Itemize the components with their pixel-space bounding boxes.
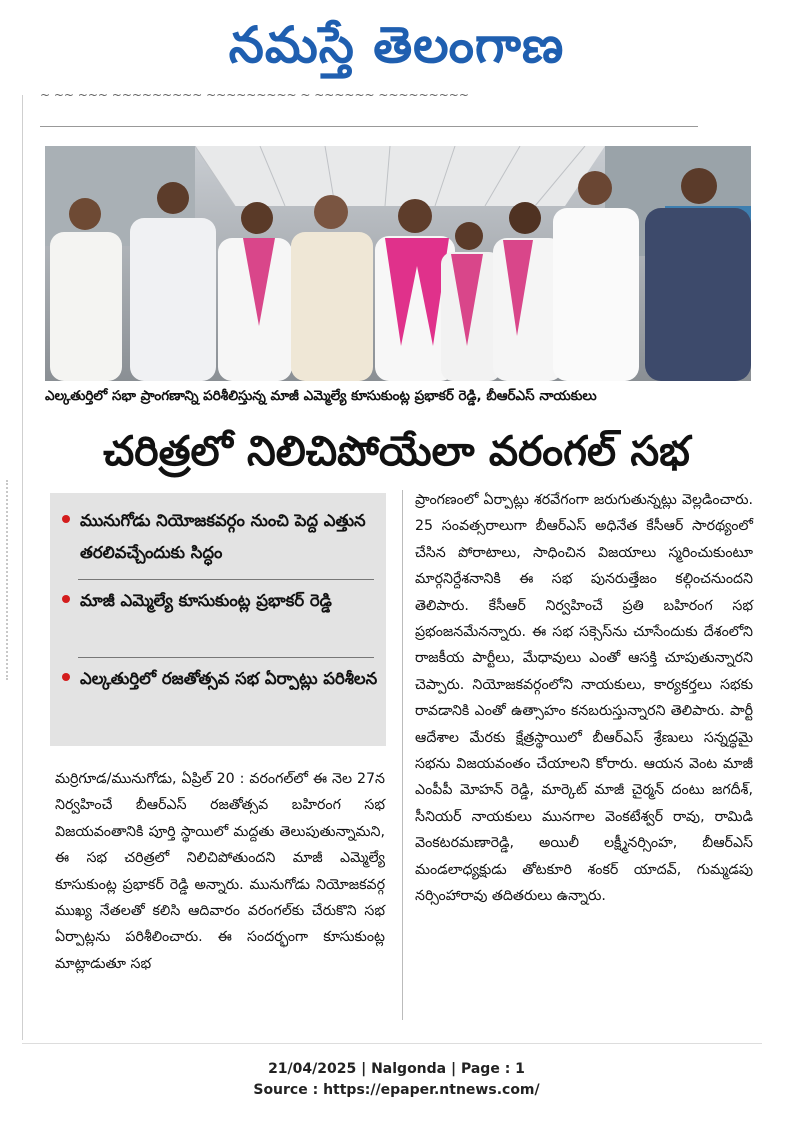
footer-source-line: Source : https://epaper.ntnews.com/: [253, 1082, 540, 1098]
left-margin-rule: [22, 95, 23, 1040]
article-body-left: మర్రిగూడ/మునుగోడు, ఏప్రిల్ 20 : వరంగల్‌లో ఈ నెల 27న నిర్వహించే బీఆర్ఎస్ రజతోత్సవ బహిరంగ సభ విజయవంతానికి పూర్తి స్థాయిలో మద్దతు తెలుపుతున్నామని, ఈ సభ చరిత్రలో నిలిచిపోతుందని మాజీ ఎమ్మెల్యే కూసుకుంట్ల ప్రభాకర్ రెడ్డి అన్నారు. మునుగోడు నియోజకవర్గ ముఖ్య నేతలతో కలిసి ఆదివారం వరంగల్‌కు చేరుకొని సభ ఏర్పాట్లను పరిశీలించారు. ఈ సందర్భంగా కూసుకుంట్ల మాట్లాడుతూ సభ: [55, 771, 385, 972]
section-rule: [40, 126, 698, 127]
bullet-icon: [62, 595, 70, 603]
cut-off-text-strip: ~ ~~ ~~~ ~~~~~~~~~ ~~~~~~~~~ ~ ~~~~~~ ~~~~~~~~~: [40, 88, 469, 102]
news-photo: [45, 146, 751, 381]
bullet-icon: [62, 673, 70, 681]
highlight-text: మునుగోడు నియోజకవర్గం నుంచి పెద్ద ఎత్తున తరలివచ్చేందుకు సిద్ధం: [80, 511, 366, 562]
article-body-right: ప్రాంగణంలో ఏర్పాట్లు శరవేగంగా జరుగుతున్నట్లు వెల్లడించారు. 25 సంవత్సరాలుగా బీఆర్ఎస్ అధినేత కేసీఆర్ సారథ్యంలో చేసిన పోరాటాలు, సాధించిన విజయాలు స్మరించుకుంటూ మార్గనిర్దేశనానికి ఈ సభ పునరుత్తేజం కల్గించనుందని తెలిపారు. కేసీఆర్ నిర్వహించే ప్రతి బహిరంగ సభ ప్రభంజనమేనన్నారు. ఈ సభ సక్సెస్‌ను చూసేందుకు దేశంలోని రాజకీయ పార్టీలు, మేధావులు ఎంతో ఆసక్తి చూపుతున్నారని చెప్పారు. నియోజకవర్గంలోని నాయకులు, కార్యకర్తలు సభకు రావడానికి ఎంతో ఉత్సాహం కనబరుస్తున్నారని తెలిపారు. పార్టీ ఆదేశాల మేరకు క్షేత్రస్థాయిలో బీఆర్ఎస్ శ్రేణులు సన్నద్ధమై సభను విజయవంతం చేయాలని కోరారు. ఆయన వెంట మాజీ ఎంపీపీ మోహన్ రెడ్డి, మార్కెట్ మాజీ చైర్మన్ దంటు జగదీశ్, సీనియర్ నాయకులు మునగాల వెంకటేశ్వర్ రావు, రామిడి వెంకటరమణారెడ్డి, అయిలీ లక్ష్మీనర్సింహ, బీఆర్ఎస్ మండలాధ్యక్షుడు తోటకూరి శంకర్ యాదవ్, గుమ్మడపు నర్సింహారావు తదితరులు ఉన్నారు.: [415, 492, 753, 905]
column-divider: [402, 490, 403, 1020]
newspaper-masthead: నమస్తే తెలంగాణ: [228, 15, 565, 74]
left-margin-dots: [6, 480, 14, 680]
footer-edition-line: 21/04/2025 | Nalgonda | Page : 1: [268, 1061, 525, 1077]
highlight-text: మాజీ ఎమ్మెల్యే కూసుకుంట్ల ప్రభాకర్ రెడ్డి: [80, 591, 332, 610]
footer-rule: [22, 1043, 762, 1044]
highlights-box: [50, 493, 386, 746]
highlight-separator: [78, 579, 374, 580]
highlight-text: ఎల్కతుర్తిలో రజతోత్సవ సభ ఏర్పాట్లు పరిశీలన: [80, 669, 378, 688]
bullet-icon: [62, 515, 70, 523]
highlight-separator: [78, 657, 374, 658]
photo-caption: ఎల్కతుర్తిలో సభా ప్రాంగణాన్ని పరిశీలిస్తున్న మాజీ ఎమ్మెల్యే కూసుకుంట్ల ప్రభాకర్ రెడ్డి, బీఆర్ఎస్ నాయకులు: [45, 388, 597, 404]
article-headline: చరిత్రలో నిలిచిపోయేలా వరంగల్ సభ: [103, 427, 690, 475]
